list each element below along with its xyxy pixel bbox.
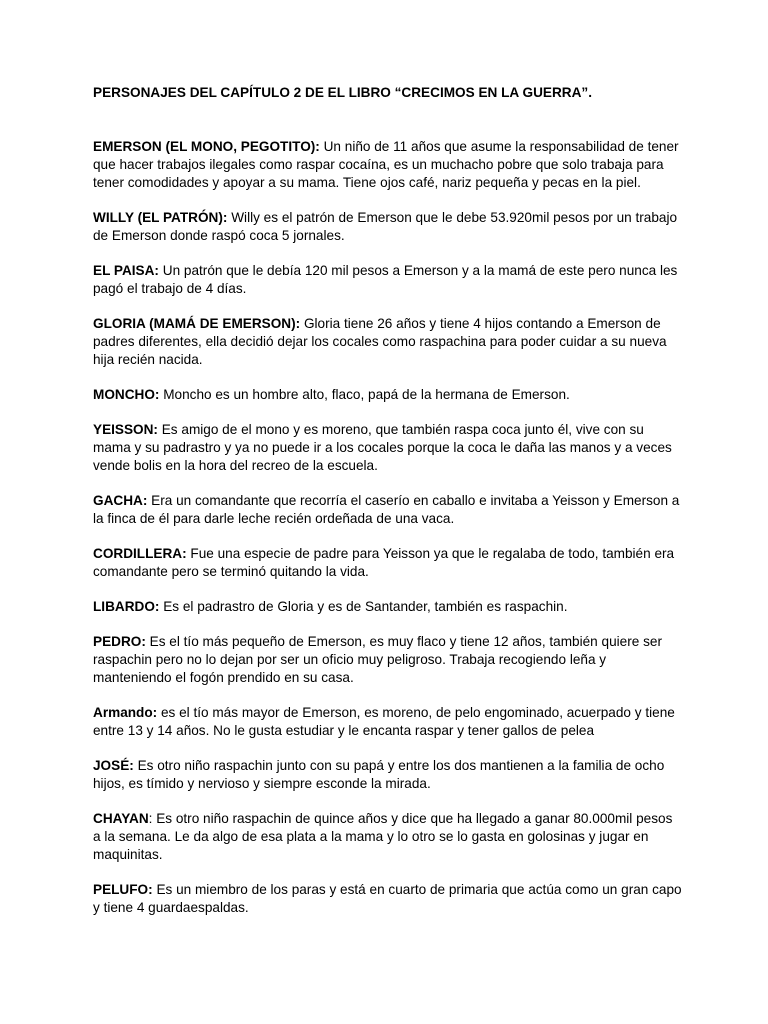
character-entry-cordillera xyxy=(93,545,683,581)
character-description: Un niño de 11 años que asume la responsabilidad de tener que hacer trabajos ilegales como raspar cocaína, es un muchacho pobre que solo trabaja para tener comodidades y apoyar a su mama. Tiene ojos café, nariz pequeña y pecas en la piel. xyxy=(93,139,679,190)
character-name: CHAYAN xyxy=(93,811,149,826)
character-entry-jose xyxy=(93,757,683,793)
character-description: Es el tío más pequeño de Emerson, es muy flaco y tiene 12 años, también quiere ser raspachin pero no lo dejan por ser un oficio muy peligroso. Trabaja recogiendo leña y manteniendo el fogón prendido en su casa. xyxy=(93,634,662,685)
character-name: CORDILLERA: xyxy=(93,546,187,561)
character-entry-emerson xyxy=(93,138,683,192)
character-name: Armando: xyxy=(93,705,158,720)
character-description: Es amigo de el mono y es moreno, que también raspa coca junto él, vive con su mama y su padrastro y ya no puede ir a los cocales porque la coca le daña las manos y a veces vende bolis en la hora del recreo de la escuela. xyxy=(93,422,672,473)
character-description: Es un miembro de los paras y está en cuarto de primaria que actúa como un gran capo y tiene 4 guardaespaldas. xyxy=(93,882,682,915)
character-name: MONCHO: xyxy=(93,387,160,402)
character-description: Willy es el patrón de Emerson que le debe 53.920mil pesos por un trabajo de Emerson donde raspó coca 5 jornales. xyxy=(93,210,678,243)
character-name: YEISSON: xyxy=(93,422,158,437)
character-description: Gloria tiene 26 años y tiene 4 hijos contando a Emerson de padres diferentes, ella decidió dejar los cocales como raspachina para poder cuidar a su nueva hija recién nacida. xyxy=(93,316,667,367)
character-description: Moncho es un hombre alto, flaco, papá de la hermana de Emerson. xyxy=(159,387,570,402)
character-name: PELUFO: xyxy=(93,882,153,897)
character-description: : Es otro niño raspachin de quince años y dice que ha llegado a ganar 80.000mil pesos a la semana. Le da algo de esa plata a la mama y lo otro se lo gasta en golosinas y jugar en maquinitas. xyxy=(93,811,673,862)
character-entry-willy xyxy=(93,209,683,245)
character-entry-armando xyxy=(93,704,683,740)
character-entry-gacha xyxy=(93,492,683,528)
character-entry-gloria xyxy=(93,315,683,369)
character-name: GACHA: xyxy=(93,493,148,508)
character-name: EMERSON (EL MONO, PEGOTITO): xyxy=(93,139,320,154)
character-name: LIBARDO: xyxy=(93,599,160,614)
character-description: Es otro niño raspachin junto con su papá y entre los dos mantienen a la familia de ocho hijos, es tímido y nervioso y siempre esconde la mirada. xyxy=(93,758,665,791)
character-entry-el-paisa xyxy=(93,262,683,298)
character-name: EL PAISA: xyxy=(93,263,159,278)
character-name: PEDRO: xyxy=(93,634,146,649)
character-name: WILLY (EL PATRÓN): xyxy=(93,210,228,225)
character-entry-pedro xyxy=(93,633,683,687)
document-page xyxy=(93,84,683,934)
character-entry-libardo xyxy=(93,598,683,616)
character-entry-pelufo xyxy=(93,881,683,917)
character-description: Era un comandante que recorría el caserío en caballo e invitaba a Yeisson y Emerson a la finca de él para darle leche recién ordeñada de una vaca. xyxy=(93,493,680,526)
character-description: es el tío más mayor de Emerson, es moreno, de pelo engominado, acuerpado y tiene entre 13 y 14 años. No le gusta estudiar y le encanta raspar y tener gallos de pelea xyxy=(93,705,675,738)
character-entry-chayan xyxy=(93,810,683,864)
character-description: Fue una especie de padre para Yeisson ya que le regalaba de todo, también era comandante pero se terminó quitando la vida. xyxy=(93,546,675,579)
document-title: PERSONAJES DEL CAPÍTULO 2 DE EL LIBRO “CRECIMOS EN LA GUERRA”. xyxy=(93,85,592,100)
character-description: Es el padrastro de Gloria y es de Santander, también es raspachin. xyxy=(159,599,568,614)
character-entry-moncho xyxy=(93,386,683,404)
character-name: GLORIA (MAMÁ DE EMERSON): xyxy=(93,316,301,331)
character-name: JOSÉ: xyxy=(93,758,134,773)
character-entry-yeisson xyxy=(93,421,683,475)
character-description: Un patrón que le debía 120 mil pesos a Emerson y a la mamá de este pero nunca les pagó el trabajo de 4 días. xyxy=(93,263,678,296)
